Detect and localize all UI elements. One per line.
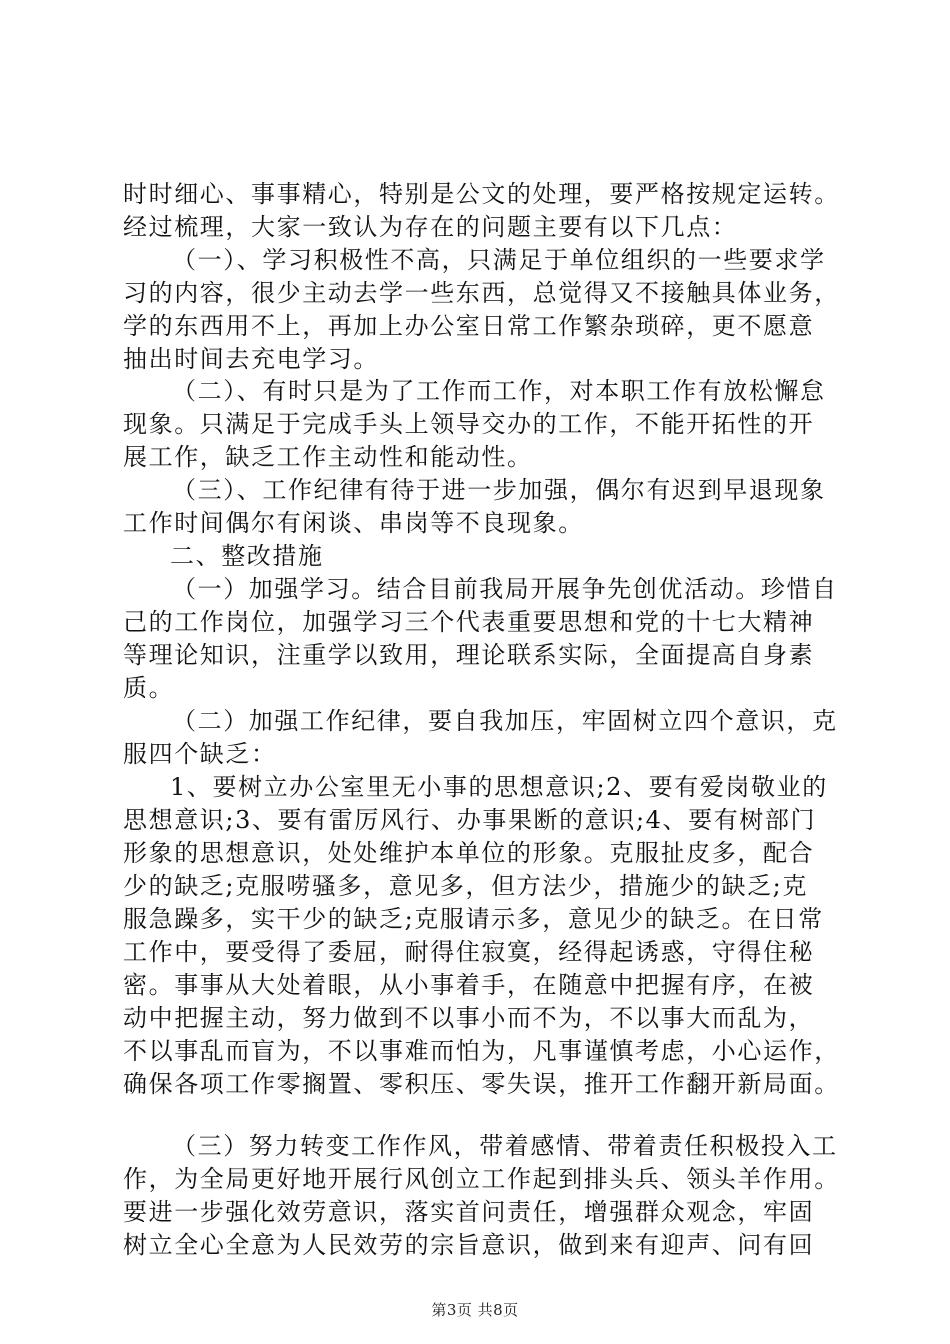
text-line: （一）加强学习。结合目前我局开展争先创优活动。珍惜自 (172, 575, 838, 603)
text-line: 服四个缺乏： (123, 740, 277, 768)
text-line: 要进一步强化效劳意识，落实首问责任，增强群众观念，牢固 (123, 1198, 815, 1226)
text-line: 时时细心、事事精心，特别是公文的处理，要严格按规定运转。 (123, 180, 840, 208)
text-line: 展工作，缺乏工作主动性和能动性。 (123, 443, 533, 471)
text-line: （三）、工作纪律有待于进一步加强，偶尔有迟到早退现象 (172, 476, 826, 504)
text-line: 工作时间偶尔有闲谈、串岗等不良现象。 (123, 509, 584, 537)
text-line: 工作中，要受得了委屈，耐得住寂寞，经得起诱惑，守得住秘 (123, 938, 815, 966)
text-line: 不以事乱而盲为，不以事难而怕为，凡事谨慎考虑，小心运作， (123, 1037, 840, 1065)
text-line: 少的缺乏;克服唠骚多，意见多，但方法少，措施少的缺乏;克 (123, 872, 808, 900)
text-line: 学的东西用不上，再加上办公室日常工作繁杂琐碎，更不愿意 (123, 312, 815, 340)
text-line: 形象的思想意识，处处维护本单位的形象。克服扯皮多，配合 (123, 839, 815, 867)
section-heading: 二、整改措施 (170, 542, 324, 570)
text-line: 现象。只满足于完成手头上领导交办的工作，不能开拓性的开 (123, 410, 815, 438)
text-line: 习的内容，很少主动去学一些东西，总觉得又不接触具体业务， (123, 279, 840, 307)
text-line: 等理论知识，注重学以致用，理论联系实际，全面提高自身素 (123, 641, 815, 669)
text-line: 确保各项工作零搁置、零积压、零失误，推开工作翻开新局面。 (123, 1070, 840, 1098)
text-line: 树立全心全意为人民效劳的宗旨意识，做到来有迎声、问有回 (123, 1231, 815, 1259)
text-line: 质。 (123, 674, 175, 702)
text-line: （三）努力转变工作作风，带着感情、带着责任积极投入工 (172, 1132, 838, 1160)
text-line: 抽出时间去充电学习。 (123, 345, 379, 373)
text-line: 作，为全局更好地开展行风创立工作起到排头兵、领头羊作用。 (123, 1165, 840, 1193)
text-line: 经过梳理，大家一致认为存在的问题主要有以下几点： (123, 213, 738, 241)
text-line: 思想意识;3、要有雷厉风行、办事果断的意识;4、要有树部门 (123, 806, 817, 834)
page-number: 第3页 共8页 (431, 1301, 519, 1319)
text-line: 服急躁多，实干少的缺乏;克服请示多，意见少的缺乏。在日常 (123, 905, 824, 933)
text-line: 1、要树立办公室里无小事的思想意识;2、要有爱岗敬业的 (170, 773, 828, 801)
text-line: 己的工作岗位，加强学习三个代表重要思想和党的十七大精神 (123, 608, 815, 636)
text-line: 密。事事从大处着眼，从小事着手，在随意中把握有序，在被 (123, 971, 815, 999)
text-line: （一）、学习积极性不高，只满足于单位组织的一些要求学 (172, 246, 826, 274)
text-line: 动中把握主动，努力做到不以事小而不为，不以事大而乱为， (123, 1004, 815, 1032)
text-line: （二）、有时只是为了工作而工作，对本职工作有放松懈怠 (172, 377, 826, 405)
text-line: （二）加强工作纪律，要自我加压，牢固树立四个意识，克 (172, 707, 838, 735)
